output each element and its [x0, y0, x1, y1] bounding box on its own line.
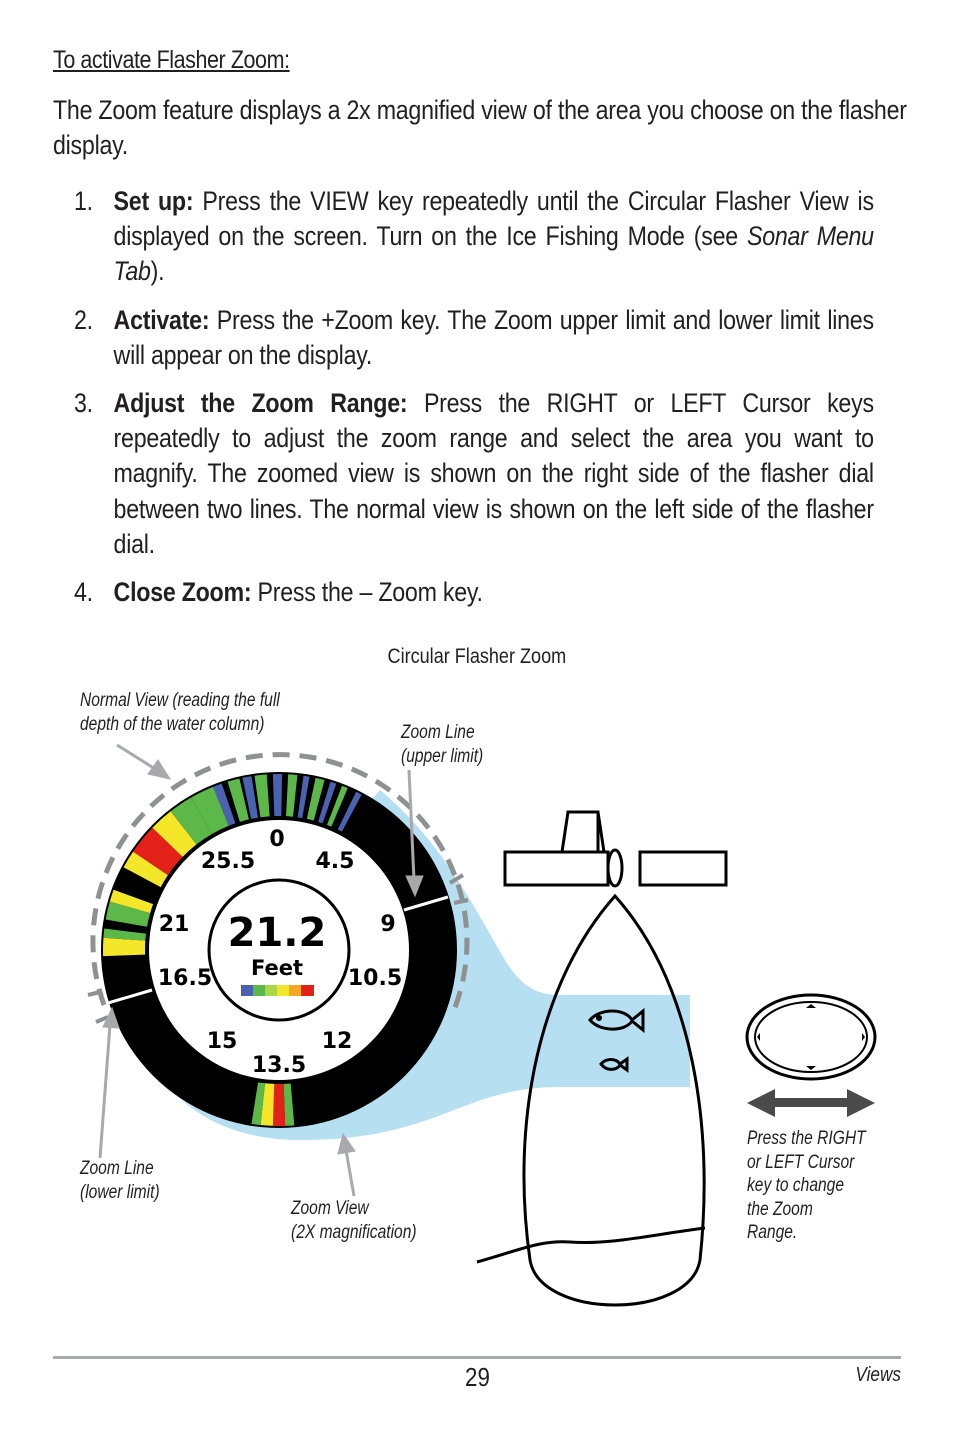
signal-mark: [103, 938, 145, 956]
dial-label-r2: 9: [380, 912, 396, 937]
dial-label-l3: 16.5: [157, 966, 213, 991]
note-zoom-view: Zoom View (2X magnification): [291, 1198, 417, 1243]
left-right-arrow-icon: [747, 1089, 875, 1117]
figure-caption: Circular Flasher Zoom: [387, 645, 567, 668]
step-text: Press the – Zoom key.: [251, 577, 483, 608]
dial-label-r4: 12: [321, 1029, 353, 1054]
dial-label-l1: 25.5: [200, 849, 256, 874]
step-title: Activate:: [113, 304, 210, 335]
step-number: 2.: [74, 304, 93, 335]
note-normal-view: Normal View (reading the full depth of the water column): [80, 690, 280, 735]
intro-paragraph: The Zoom feature displays a 2x magnified view of the area you choose on the flasher display.: [53, 95, 907, 160]
depth-unit: Feet: [250, 956, 304, 980]
cursor-key-icon: [747, 995, 875, 1079]
signal-mark: [273, 1084, 285, 1126]
section-name: Views: [855, 1364, 901, 1386]
step-number: 3.: [74, 388, 93, 419]
signal-mark: [273, 774, 282, 816]
step-text: Press the +Zoom key. The Zoom upper limit and lower limit lines will appear on the display.: [113, 304, 874, 370]
note-cursor-hint: Press the RIGHT or LEFT Cursor key to change the Zoom Range.: [747, 1128, 866, 1244]
step-number: 1.: [74, 186, 93, 216]
depth-value: 21.2: [227, 910, 327, 956]
note-zoom-upper: Zoom Line (upper limit): [401, 722, 484, 767]
step-text-end: ).: [150, 256, 165, 287]
color-scale-bar: [241, 985, 314, 996]
dial-label-bottom: 13.5: [251, 1053, 307, 1078]
step-title: Set up:: [113, 186, 194, 216]
lake-bottom-line: [477, 1228, 705, 1262]
step-text: Press the VIEW key repeatedly until the Circular Flasher View is displayed on the screen. Turn on the Ice Fishing Mode (see: [113, 186, 874, 252]
step-title: Close Zoom:: [113, 577, 252, 608]
step-text: Press the RIGHT or LEFT Cursor keys repeatedly to adjust the zoom range and select the area you want to magnify. The zoomed view is shown on the right side of the flasher dial between two lines. The normal view is shown on the left side of the flasher dial.: [113, 388, 874, 559]
step-number: 4.: [74, 577, 93, 608]
dial-label-top: 0: [269, 827, 285, 852]
dial-label-r3: 10.5: [347, 966, 403, 991]
boat-illustration: [505, 812, 726, 886]
dial-label-r1: 4.5: [315, 849, 355, 874]
page-number: 29: [464, 1362, 490, 1392]
note-zoom-lower: Zoom Line (lower limit): [80, 1158, 160, 1203]
page-heading: To activate Flasher Zoom:: [53, 46, 290, 74]
cross-reference: Sonar Menu Tab: [113, 221, 874, 287]
step-title: Adjust the Zoom Range:: [113, 388, 408, 419]
dial-label-l2: 21: [158, 912, 190, 937]
dial-label-l4: 15: [206, 1029, 238, 1054]
footer-rule: [53, 1356, 901, 1359]
